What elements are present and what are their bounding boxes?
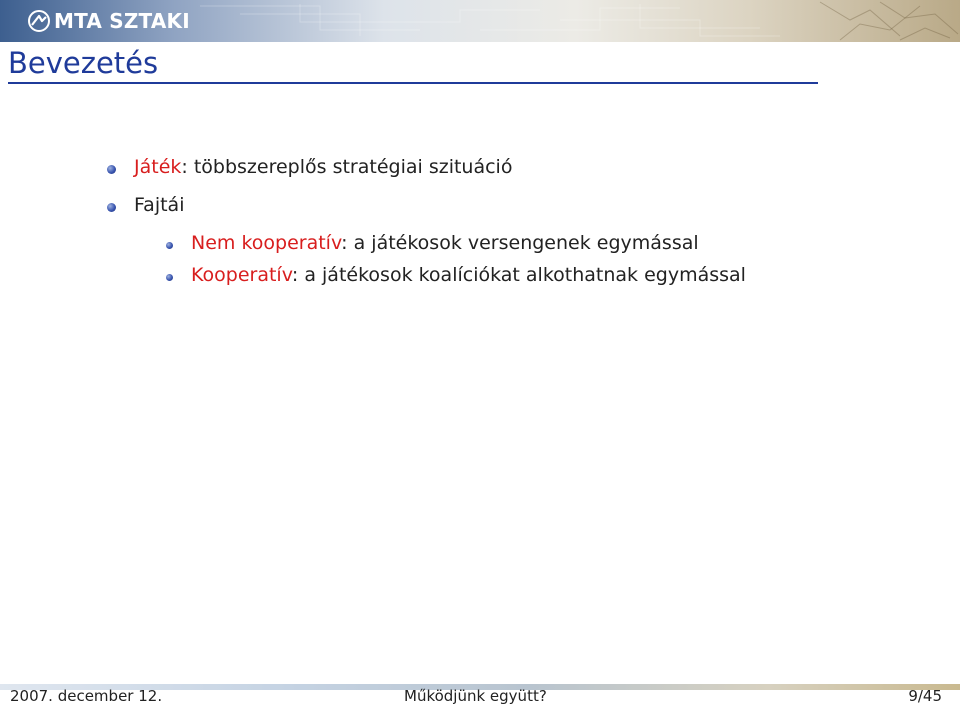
title-underline (8, 82, 818, 84)
list-item (191, 232, 699, 254)
logo-globe-icon (28, 10, 50, 32)
bullet-dot-icon (107, 203, 116, 212)
list-item (134, 156, 512, 178)
page-number: 9/45 (908, 687, 942, 705)
logo-text: MTA SZTAKI (54, 9, 190, 33)
item-highlight: Játék (134, 156, 182, 178)
item-text: : többszereplős stratégiai szituáció (181, 156, 513, 178)
bullet-dot-icon (166, 242, 173, 249)
footer-title: Működjünk együtt? (404, 687, 547, 705)
item-text: : a játékosok versengenek egymással (341, 232, 699, 254)
footer-date: 2007. december 12. (10, 687, 163, 705)
item-highlight: Kooperatív (191, 264, 292, 286)
bullet-dot-icon (107, 165, 116, 174)
item-text: : a játékosok koalíciókat alkothatnak egymással (291, 264, 746, 286)
frame-title: Bevezetés (8, 46, 159, 80)
list-item (134, 194, 184, 216)
mta-sztaki-logo (28, 6, 190, 36)
item-highlight: Nem kooperatív (191, 232, 342, 254)
bullet-dot-icon (166, 274, 173, 281)
item-text: Fajtái (134, 194, 185, 216)
list-item (191, 264, 746, 286)
header-band (0, 0, 960, 42)
